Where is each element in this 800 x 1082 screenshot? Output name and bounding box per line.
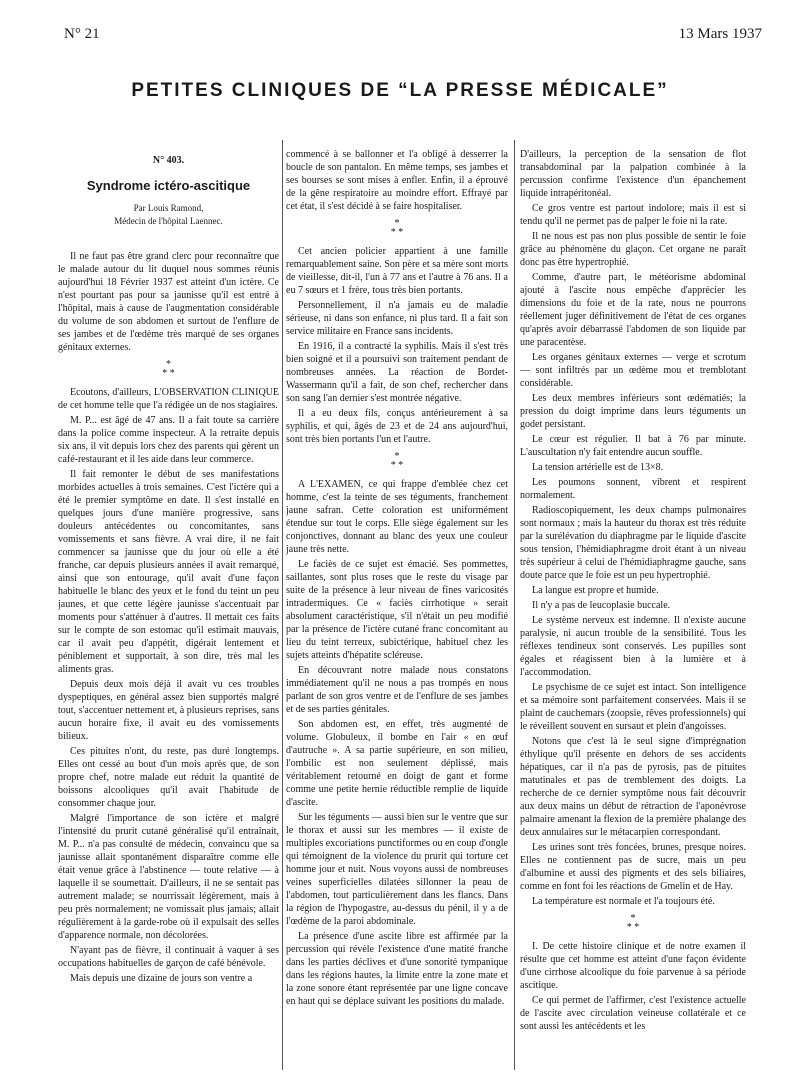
- paragraph: La température est normale et l'a toujours été.: [532, 896, 715, 907]
- article-title: Syndrome ictéro-ascitique: [86, 178, 251, 193]
- section-separator: * * *: [390, 218, 404, 238]
- paragraph: Il a eu deux fils, conçus antérieurement à sa syphilis, et qui, âgés de 23 et de 24 ans aujourd'hui, sont très bien portants l'un et l'autre.: [286, 408, 508, 445]
- column-3: [520, 148, 746, 1068]
- paragraph: Depuis deux mois déjà il avait vu ces troubles dyspeptiques, en général assez bien supportés malgré tout, s'accentuer nettement et, à plusieurs reprises, sans aucun horaire fixe, il avait eu des vomissements bilieux.: [58, 679, 279, 742]
- section-separator: * * *: [162, 359, 175, 379]
- issue-date: 13 Mars 1937: [678, 26, 762, 42]
- paragraph: Sur les téguments — aussi bien sur le ventre que sur le thorax et aussi sur les membres — il existe de multiples excoriations punctiformes ou en coup d'ongle qui témoignent de la violence du prurit qui torture cet homme jour et nuit. Nous voyons aussi de nombreuses veines superficielles dilatées sillonner la peau de l'abdomen, tout particulièrement dans les flancs. Dans la région de l'hypogastre, au-dessus du pénil, il y a de l'œdème de la paroi abdominale.: [286, 812, 508, 927]
- article-affiliation: Médecin de l'hôpital Laennec.: [114, 216, 223, 226]
- paragraph: commencé à se ballonner et l'a obligé à desserrer la boucle de son pantalon. En même temps, ses jambes et ses bourses se sont mises à enfler. Enfin, il a éprouvé de la gêne respiratoire au moindre effort. Effrayé par cet état, il s'est décidé à se faire hospitaliser.: [286, 149, 508, 212]
- article-author: Par Louis Ramond,: [133, 203, 204, 213]
- article-number: N° 403.: [152, 155, 185, 166]
- paragraph: Le système nerveux est indemne. Il n'existe aucune paralysie, ni aucun trouble de la sensibilité. Tous les réflexes tendineux sont conservés. Les pupilles sont égales et réagissent bien à la lumière et à l'accommodation.: [520, 615, 746, 678]
- paragraph: N'ayant pas de fièvre, il continuait à vaquer à ses occupations habituelles de garçon de café bénévole.: [58, 945, 279, 969]
- paragraph: Malgré l'importance de son ictère et malgré l'intensité du prurit cutané généralisé qu'il entraînait, M. P... n'a pas consulté de médecin, convaincu que sa jaunisse allait spontanément disparaître comme elle était venue grâce à l'abstinence — toute relative — à laquelle il se soumettait. D'ailleurs, il ne se sentait pas autrement malade; se nourrissait légèrement, mais à peu près normalement; ne vomissait plus jamais; allait régulièrement à la garde-robe où il expulsait des selles d'apparence normale, non décolorées.: [58, 813, 279, 941]
- paragraph: Cet ancien policier appartient à une famille remarquablement saine. Son père et sa mère sont morts de vieillesse, dit-il, l'un à 77 ans et l'autre à 76 ans. Il a eu 7 sœurs et 1 frère, tous très bien portants.: [286, 246, 508, 296]
- paragraph: A L'EXAMEN, ce qui frappe d'emblée chez cet homme, c'est la teinte de ses téguments, franchement jaune safran. Cette coloration est uniformément étendue sur tout le corps. Elle siège également sur les conjonctives, donnant au blanc des yeux une couleur jaune très nette.: [286, 479, 508, 555]
- paragraph: La tension artérielle est de 13×8.: [532, 462, 664, 473]
- paragraph: Notons que c'est là le seul signe d'imprégnation éthylique qu'il présente en dehors de ses accidents hépatiques, car il n'a pas de pyrosis, pas de pituites matutinales et pas de tremblement des doigts. La recherche de ce dernier symptôme nous fait découvrir aux deux mains un début de rétraction de l'aponévrose palmaire amenant la flexion de la première phalange des deux annulaires sur le métacarpien correspondant.: [520, 736, 746, 838]
- paragraph: Il ne faut pas être grand clerc pour reconnaître que le malade autour du lit duquel nous sommes réunis aujourd'hui 18 Février 1937 est atteint d'un ictère. Ce n'est pourtant pas pour sa jaunisse qu'il est entré à l'hôpital, mais à cause de l'augmentation considérable du volume de son abdomen et surtout de l'enflure de ses jambes et de l'œdème très marqué de ses organes génitaux externes.: [58, 251, 279, 353]
- section-separator: * * *: [390, 451, 404, 471]
- paragraph: Le faciès de ce sujet est émacié. Ses pommettes, saillantes, sont plus roses que le reste du visage par suite de la présence à leur niveau de fines varicosités intradermiques. Ce « faciès cirrhotique » serait absolument caractéristique, s'il n'était un peu modifié par la présence de l'ictère cutané franc concomitant au lieu du teint terreux, subictérique, habituel chez les sujets atteints d'hépatite scléreuse.: [286, 559, 508, 661]
- paragraph: D'ailleurs, la perception de la sensation de flot transabdominal par la palpation combinée à la percussion confirme l'existence d'un épanchement liquide intrapéritonéal.: [520, 149, 746, 199]
- paragraph: Ce gros ventre est partout indolore; mais il est si tendu qu'il ne permet pas de palper le foie ni la rate.: [520, 203, 746, 227]
- paragraph: M. P... est âgé de 47 ans. Il a fait toute sa carrière dans la police comme inspecteur. A la retraite depuis six ans, il vit depuis lors chez des parents qui gèrent un café-restaurant et il les aide dans leur commerce.: [58, 415, 279, 465]
- column-rule: [514, 140, 515, 1070]
- paragraph: Les organes génitaux externes — verge et scrotum — sont infiltrés par un œdème mou et tremblotant considérable.: [520, 352, 746, 389]
- paragraph: Radioscopiquement, les deux champs pulmonaires sont normaux ; mais la hauteur du thorax est très réduite par la surélévation du diaphragme par le liquide d'ascite sous tension, l'hémidiaphragme droit étant à un niveau très supérieur à celui de l'hémidiaphragme gauche, sans doute parce que le foie est un peu hypertrophié.: [520, 505, 746, 581]
- running-header: [64, 26, 770, 48]
- paragraph: Le cœur est régulier. Il bat à 76 par minute. L'auscultation n'y fait entendre aucun souffle.: [520, 434, 746, 458]
- paragraph: Ces pituites n'ont, du reste, pas duré longtemps. Elles ont cessé au bout d'un mois après que, de son propre chef, notre malade eut réduit la quantité de boissons alcooliques qu'il avait l'habitude de consommer chaque jour.: [58, 746, 279, 809]
- paragraph: Ecoutons, d'ailleurs, L'OBSERVATION CLINIQUE de cet homme telle que l'a rédigée un de nos stagiaires.: [58, 387, 279, 411]
- paragraph: Il n'y a pas de leucoplasie buccale.: [532, 600, 671, 611]
- paragraph: Le psychisme de ce sujet est intact. Son intelligence et sa mémoire sont parfaitement conservées. Mais il se plaint de cauchemars (zoopsie, rêves professionnels) qui le réveillent souvent en sursaut et plein d'angoisses.: [520, 682, 746, 732]
- paragraph: La présence d'une ascite libre est affirmée par la percussion qui révèle l'existence d'une matité franche dans les parties déclives et d'une sonorité tympanique dans les régions hautes, la limite entre la zone mate et la zone sonore étant représentée par une ligne concave en haut qui se déplace suivant les positions du malade.: [286, 931, 508, 1007]
- paragraph: Il fait remonter le début de ses manifestations morbides actuelles à trois semaines. C'est l'ictère qui a été le premier symptôme en date. Il s'est installé en quelques jours d'une manière progressive, sans douleurs antécédentes ou concomitantes, sans vomissements et sans fièvre. A vrai dire, il ne fait commencer sa jaunisse que du jour où elle a été franche, car depuis plusieurs années il avait remarqué, ainsi que son entourage, qu'il avait d'une façon habituelle le blanc des yeux et le fond du teint un peu jaunes, et que cette légère jaunisse s'accentuait par moments pour s'atténuer à d'autres. Il mettait ces faits sur le compte de son estomac qu'il estimait mauvais, car il avait peu d'appétit, digérait lentement et péniblement et supportait, à son dire, très mal les aliments gras.: [58, 469, 279, 675]
- column-rule: [282, 140, 283, 1070]
- paragraph: En 1916, il a contracté la syphilis. Mais il s'est très bien soigné et il a poursuivi son traitement pendant de nombreuses années. La réaction de Bordet-Wassermann qu'il a fait, de son chef, rechercher dans son sang l'an dernier s'est montrée négative.: [286, 341, 508, 404]
- paragraph: Il ne nous est pas non plus possible de sentir le foie grâce au phénomène du glaçon. Cet organe ne paraît donc pas être hypertrophié.: [520, 231, 746, 268]
- paragraph: En découvrant notre malade nous constatons immédiatement qu'il ne nous a pas trompés en nous parlant de son gros ventre et de l'enflure de ses jambes et de ses parties génitales.: [286, 665, 508, 715]
- paragraph: Ce qui permet de l'affirmer, c'est l'existence actuelle de l'ascite avec circulation veineuse collatérale et ce sont aussi les antécédents et les: [520, 995, 746, 1032]
- paragraph: La langue est propre et humide.: [532, 585, 659, 596]
- paragraph: Les poumons sonnent, vibrent et respirent normalement.: [520, 477, 746, 501]
- paragraph: Mais depuis une dizaine de jours son ventre a: [70, 973, 253, 984]
- page-title: PETITES CLINIQUES DE “LA PRESSE MÉDICALE”: [131, 80, 669, 101]
- paragraph: Personnellement, il n'a jamais eu de maladie sérieuse, ni dans son enfance, ni plus tard. Il a fait son service militaire en France sans incidents.: [286, 300, 508, 337]
- paragraph: I. De cette histoire clinique et de notre examen il résulte que cet homme est atteint d'une façon évidente d'une cirrhose alcoolique du foie parvenue à sa période ascitique.: [520, 941, 746, 991]
- section-separator: * * *: [626, 913, 640, 933]
- paragraph: Les deux membres inférieurs sont œdématiés; la pression du doigt imprime dans leurs téguments un godet persistant.: [520, 393, 746, 430]
- column-1: [58, 148, 279, 1068]
- paragraph: Comme, d'autre part, le météorisme abdominal ajouté à l'ascite nous empêche d'apprécier les dimensions du foie et de la rate, nous ne pourrons réellement juger définitivement de l'état de ces organes qu'après avoir débarrassé l'abdomen de son liquide par une paracentèse.: [520, 272, 746, 348]
- paragraph: Son abdomen est, en effet, très augmenté de volume. Globuleux, il bombe en l'air « en œuf d'autruche ». A sa partie supérieure, en son milieu, l'ombilic est non seulement déplissé, mais véritablement retourné en doigt de gant et forme comme une petite hernie réductible remplie de liquide d'ascite.: [286, 719, 508, 808]
- issue-number: N° 21: [64, 26, 100, 42]
- column-2: [286, 148, 508, 1068]
- paragraph: Les urines sont très foncées, brunes, presque noires. Elles ne contiennent pas de sucre, mais un peu d'albumine et aussi des pigments et des sels biliaires, comme en font foi les réactions de Gmelin et de Hay.: [520, 842, 746, 892]
